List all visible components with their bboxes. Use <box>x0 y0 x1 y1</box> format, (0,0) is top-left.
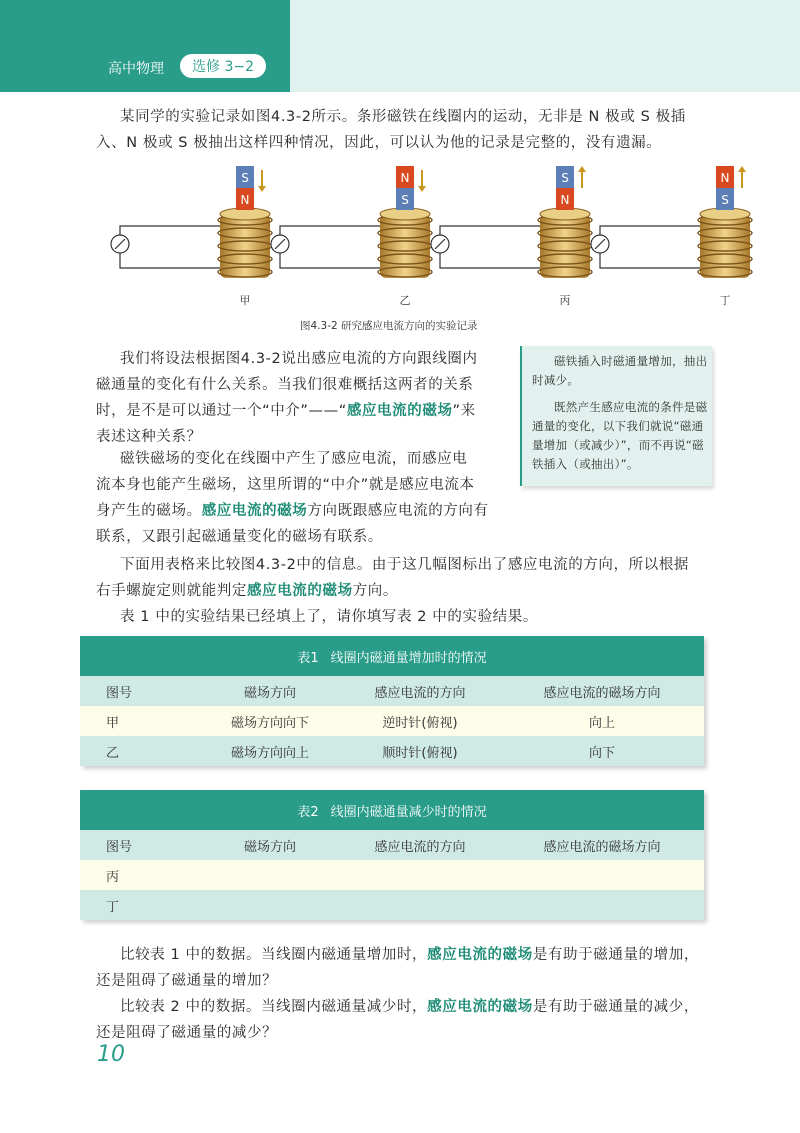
circuit-wire <box>120 226 230 268</box>
table-cell: 顺时针(俯视) <box>382 745 458 761</box>
magnet-pole-label: N <box>560 193 570 207</box>
para2-line-1: 我们将设法根据图4.3-2说出感应电流的方向跟线圈内 <box>120 351 478 367</box>
panel-label: 丙 <box>559 294 571 307</box>
table-row <box>80 860 704 890</box>
margin-note-text-1: 磁铁插入时磁通量增加，抽出时减少。 <box>532 354 708 387</box>
text-span: ”来 <box>452 403 476 419</box>
para2-line-4: 表述这种关系？ <box>96 429 202 445</box>
table-cell: 磁场方向向上 <box>230 745 309 761</box>
table-label: 表1 <box>297 650 319 666</box>
volume-badge: 选修 3−2 <box>180 54 266 78</box>
experiment-panel <box>431 166 592 307</box>
para3-line-2: 流本身也能产生磁场，这里所谓的“中介”就是感应电流本 <box>96 477 475 493</box>
para5-line-1 <box>120 942 699 968</box>
para3-line-4: 联系，又跟引起磁通量变化的磁场有联系。 <box>96 529 383 545</box>
magnet-pole-label: S <box>721 193 729 207</box>
margin-note-text-2: 既然产生感应电流的条件是磁通量的变化，以下我们就说“磁通量增加（或减少）”，而不再说“磁铁插入（或抽出）”。 <box>532 400 708 471</box>
table-caption: 线圈内磁通量减少时的情况 <box>330 804 487 820</box>
text-span: 身产生的磁场。 <box>96 503 202 519</box>
magnet-pole-label: N <box>720 171 730 185</box>
table-caption: 线圈内磁通量增加时的情况 <box>330 650 487 666</box>
para3-line-3 <box>96 498 489 524</box>
key-term: 感应电流的磁场 <box>346 402 453 419</box>
circuit-wire <box>280 226 390 268</box>
intro-line-2: 入、N 极或 S 极抽出这样四种情况，因此，可以认为他的记录是完整的，没有遗漏。 <box>96 135 662 151</box>
magnet-pole-label: S <box>401 193 409 207</box>
column-header: 感应电流的磁场方向 <box>543 685 661 701</box>
table-cell: 乙 <box>106 745 120 761</box>
margin-note <box>520 346 712 486</box>
panel-label: 甲 <box>239 294 251 307</box>
table-cell: 向上 <box>588 715 615 731</box>
table-cell: 丁 <box>106 899 120 915</box>
table-cell: 向下 <box>588 745 615 761</box>
table-cell: 丙 <box>106 869 120 885</box>
para4-line-3: 表 1 中的实验结果已经填上了，请你填写表 2 中的实验结果。 <box>120 609 538 625</box>
experiment-panel <box>591 166 752 307</box>
arrow-head-icon <box>258 186 266 192</box>
panel-label: 丁 <box>719 294 731 307</box>
table-cell: 甲 <box>106 715 120 731</box>
text-span: 是有助于磁通量的增加， <box>532 947 699 963</box>
text-span: 是有助于磁通量的减少， <box>532 999 699 1015</box>
table-label: 表2 <box>297 804 319 820</box>
arrow-head-icon <box>738 166 746 172</box>
magnet-pole-label: N <box>400 171 410 185</box>
figure-caption: 图4.3-2 研究感应电流方向的实验记录 <box>300 320 478 332</box>
para2-line-2: 磁通量的变化有什么关系。当我们很难概括这两者的关系 <box>96 377 474 393</box>
column-header: 图号 <box>106 685 133 701</box>
header-band <box>0 0 290 92</box>
experiment-panel <box>111 166 272 307</box>
table-row <box>80 706 704 736</box>
para5-line-2: 还是阻碍了磁通量的增加？ <box>96 973 278 989</box>
key-term: 感应电流的磁场 <box>247 582 353 599</box>
table-header-row <box>80 676 704 706</box>
key-term: 感应电流的磁场 <box>427 998 533 1015</box>
arrow-head-icon <box>418 186 426 192</box>
text-span: 比较表 1 中的数据。当线圈内磁通量增加时， <box>120 947 428 963</box>
text-span: 右手螺旋定则就能判定 <box>96 583 247 599</box>
circuit-wire <box>440 226 550 268</box>
experiment-figure <box>100 158 731 334</box>
book-title: 高中物理 <box>108 61 164 77</box>
arrow-head-icon <box>578 166 586 172</box>
table-header-row <box>80 830 704 860</box>
column-header: 磁场方向 <box>243 839 296 855</box>
table-2 <box>80 790 704 920</box>
column-header: 磁场方向 <box>243 685 296 701</box>
table-row <box>80 736 704 766</box>
circuit-wire <box>600 226 710 268</box>
key-term: 感应电流的磁场 <box>201 502 308 519</box>
panel-label: 乙 <box>399 294 411 307</box>
para4-line-2 <box>96 578 398 604</box>
table-1-title <box>80 636 704 676</box>
header-band-light <box>290 0 800 92</box>
intro-line-1: 某同学的实验记录如图4.3-2所示。条形磁铁在线圈内的运动，无非是 N 极或 S 极插 <box>120 109 686 125</box>
magnet-pole-label: S <box>561 171 569 185</box>
para2-line-3 <box>96 398 476 424</box>
key-term: 感应电流的磁场 <box>427 946 533 963</box>
text-span: 方向。 <box>352 583 399 599</box>
table-cell: 磁场方向向下 <box>230 715 309 731</box>
page-number: 10 <box>97 1042 125 1067</box>
table-1 <box>80 636 704 766</box>
magnet-pole-label: N <box>240 193 250 207</box>
table-2-title <box>80 790 704 830</box>
column-header: 感应电流的方向 <box>374 685 466 701</box>
column-header: 感应电流的磁场方向 <box>543 839 661 855</box>
text-span: 比较表 2 中的数据。当线圈内磁通量减少时， <box>120 999 428 1015</box>
para4-line-1: 下面用表格来比较图4.3-2中的信息。由于这几幅图标出了感应电流的方向，所以根据 <box>120 557 690 573</box>
text-span: 方向既跟感应电流的方向有 <box>307 503 489 519</box>
table-row <box>80 890 704 920</box>
table-cell: 逆时针(俯视) <box>382 715 458 731</box>
para6-line-2: 还是阻碍了磁通量的减少？ <box>96 1025 278 1041</box>
text-span: 时，是不是可以通过一个“中介”——“ <box>96 403 347 419</box>
column-header: 图号 <box>106 839 133 855</box>
column-header: 感应电流的方向 <box>374 839 466 855</box>
experiment-panel <box>271 166 432 307</box>
para6-line-1 <box>120 994 699 1020</box>
magnet-pole-label: S <box>241 171 249 185</box>
para3-line-1: 磁铁磁场的变化在线圈中产生了感应电流，而感应电 <box>120 451 468 467</box>
